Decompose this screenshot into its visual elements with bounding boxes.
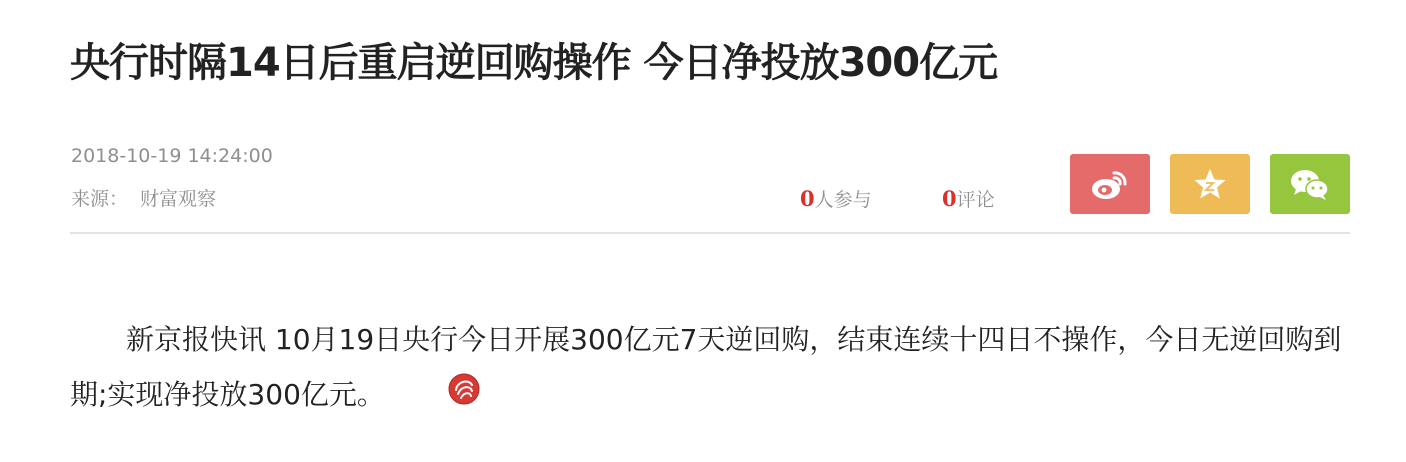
article-title: 央行时隔14日后重启逆回购操作 今日净投放300亿元 [70, 40, 998, 86]
article-body-text: 新京报快讯 10月19日央行今日开展300亿元7天逆回购，结束连续十四日不操作，今日无逆回购到期;实现净投放300亿元。 [70, 323, 1342, 411]
comments-count: 0 [942, 186, 957, 211]
add-favorite-button[interactable] [1170, 154, 1250, 214]
participants-count: 0 [800, 186, 815, 211]
wechat-icon [1289, 167, 1331, 201]
source-label: 来源： [71, 188, 129, 210]
share-wechat-button[interactable] [1270, 154, 1350, 214]
source-line [71, 186, 216, 212]
header-divider [70, 232, 1350, 234]
source-name[interactable]: 财富观察 [140, 188, 217, 210]
phoenix-logo-icon [391, 369, 481, 424]
participants-label: 人参与 [814, 189, 872, 211]
weibo-icon [1090, 167, 1130, 201]
publish-date: 2018-10-19 14:24:00 [71, 145, 273, 167]
comments-link[interactable] [942, 186, 995, 213]
star-icon [1193, 167, 1227, 201]
participants-link[interactable] [800, 186, 872, 213]
comments-label: 评论 [956, 189, 995, 211]
share-weibo-button[interactable] [1070, 154, 1150, 214]
article-body [70, 312, 1360, 424]
